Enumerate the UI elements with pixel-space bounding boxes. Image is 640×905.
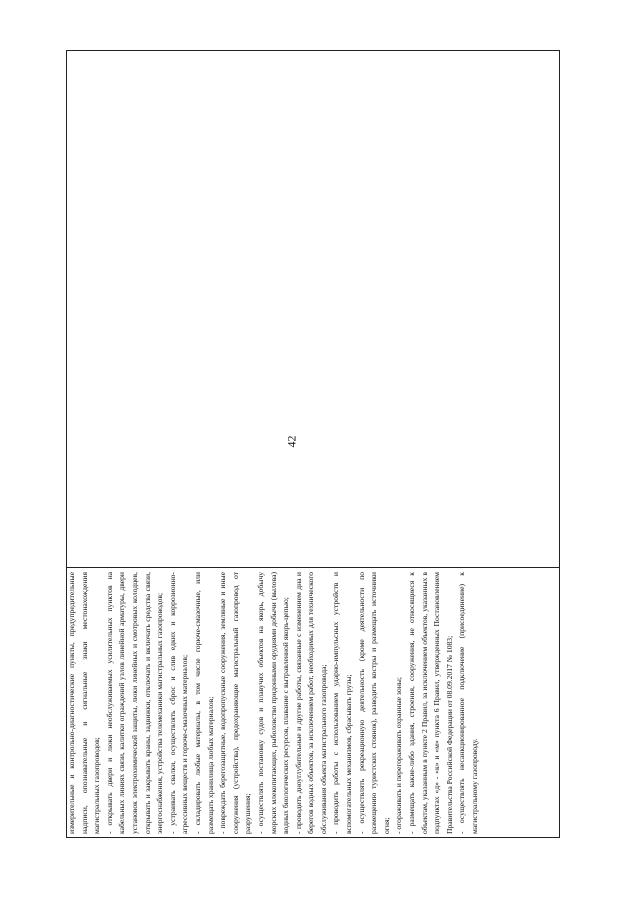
restriction-line: - осуществлять несанкционированное подключение (присоединение) к магистральному газопроводу. (457, 572, 479, 834)
rotated-table (66, 50, 560, 838)
restriction-line: - размещать какие-либо здания, строения, сооружения, не относящиеся к объектам, указанным в пункте 2 Правил, за исключением объектов, указанных в подпунктах «д» - «к» и «м» пункта 6 Правил, утвержденных Постановлением Правительства Российской Федерации от 08.09.2017 № 1083; (407, 572, 454, 834)
restriction-line: - открывать двери и люки необслуживаемых усилительных пунктов на кабельных линиях связи, калитки ограждений узлов линейной арматуры, двери установок электрохимической защиты, люки линейных и смотровых колодцев, открывать и закрывать краны, задвижки, отключать и включать средства связи, энергоснабжения, устройства телемеханики магистральных газопроводов; (104, 572, 165, 834)
restriction-line: - проводить дноуглубительные и другие работы, связанные с изменением дна и берегов водных объектов, за исключением работ, необходимых для технического обслуживания объекта магистрального газопровода; (293, 572, 328, 834)
restriction-line: - огораживать и перегораживать охранные зоны; (394, 677, 404, 834)
page-number: 42 (284, 435, 299, 448)
restriction-line: - складировать любые материалы, в том числе горюче-смазочные, или размещать хранилища любых материалов; (192, 572, 215, 834)
restriction-line: - повреждать берегозащитные, водопропускные сооружения, земляные и иные сооружения (устройства), предохраняющие магистральный газопровод от разрушения; (218, 572, 253, 834)
restriction-line: - проводить работы с использованием ударно-импульсных устройств и вспомогательных механизмов, сбрасывать грузы; (331, 572, 354, 834)
restriction-line: измерительные и контрольно-диагностические пункты, предупредительные надписи, опознавательные и сигнальные знаки местонахождения магистральных газопроводов; (67, 572, 102, 834)
restriction-line: - осуществлять рекреационную деятельность (кроме деятельности по размещению туристских стоянок), разводить костры и размещать источники огня; (356, 572, 391, 834)
column-divider-right (66, 567, 560, 568)
restrictions-cell (66, 572, 560, 834)
restriction-line: - осуществлять постановку судов и плавучих объектов на якорь, добычу морских млекопитающих, рыболовство придонными орудиями добычи (вылова) водных биологических ресурсов, плавание с вытравленной якорь-цепью; (255, 572, 291, 834)
restriction-line: - устраивать свалки, осуществлять сброс и слив едких и коррозионно-агрессивных веществ и горюче-смазочных материалов; (167, 572, 190, 834)
column-divider-left (66, 837, 560, 838)
